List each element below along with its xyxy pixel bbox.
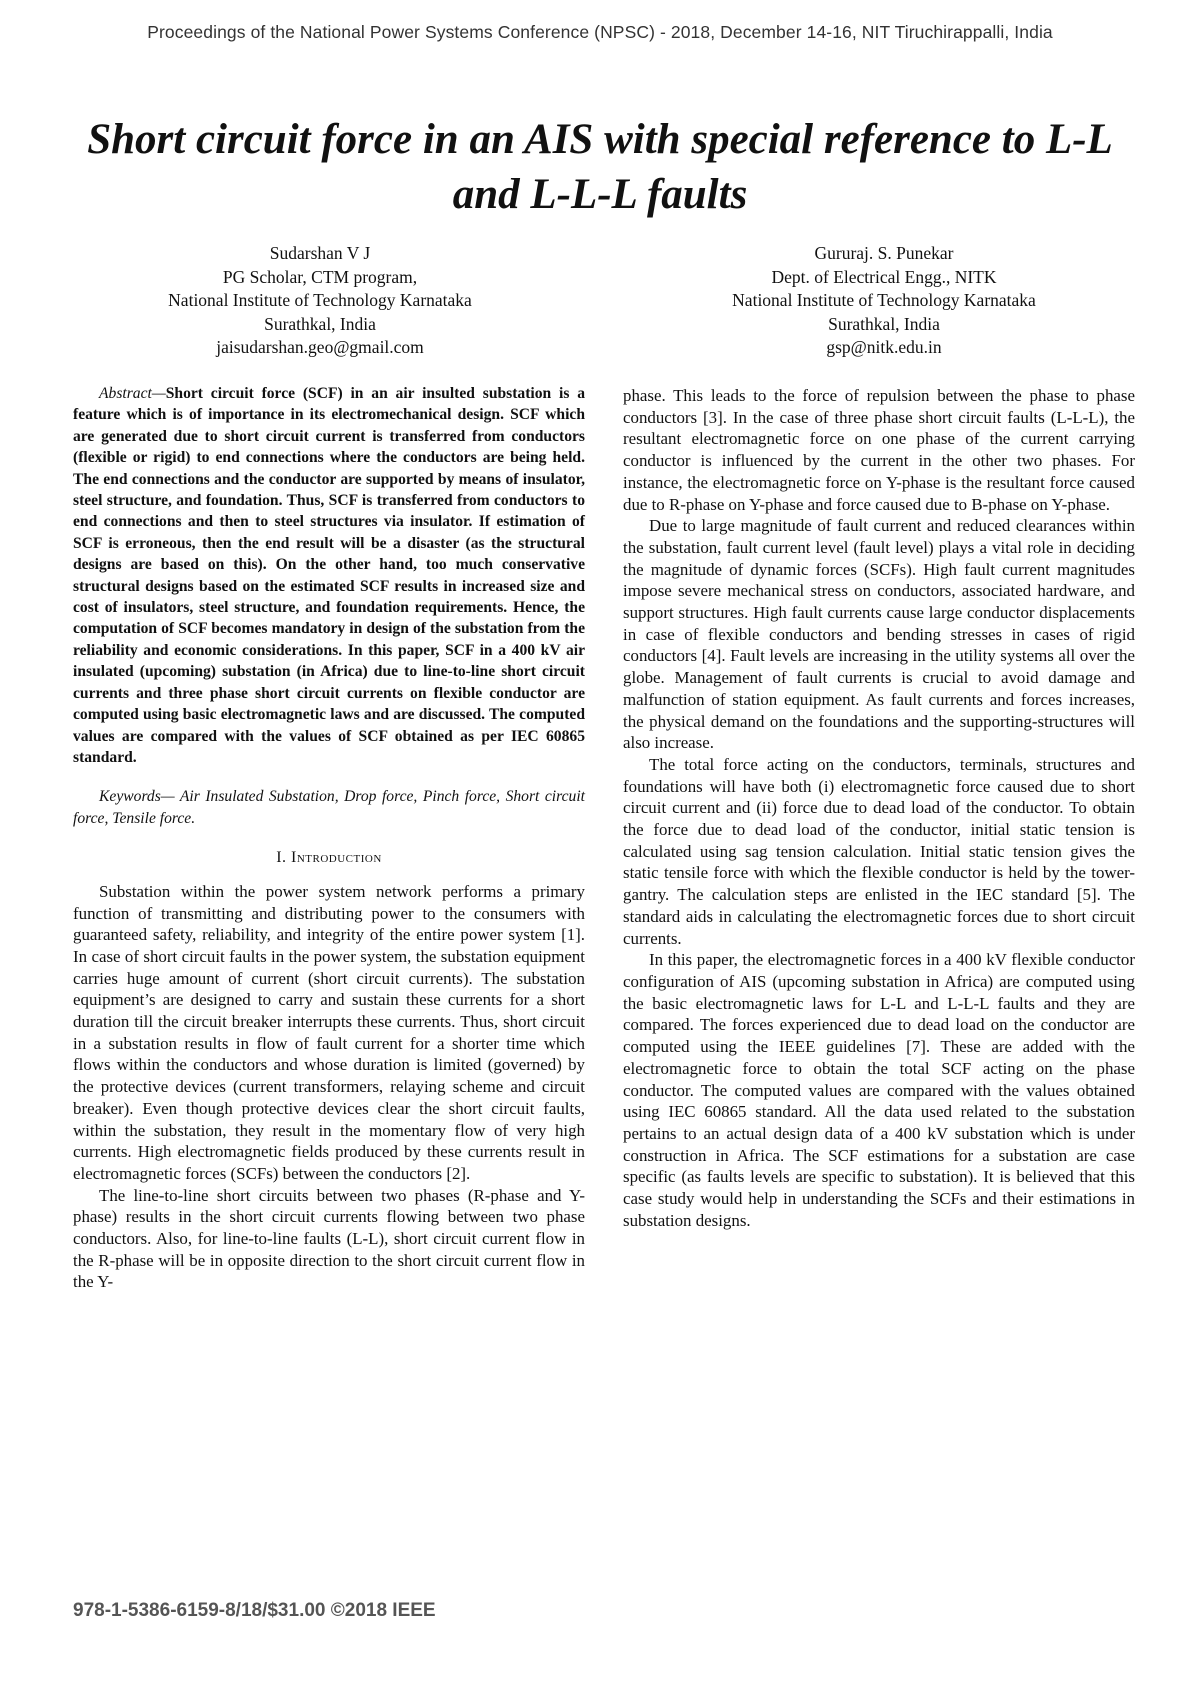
abstract-label: Abstract— bbox=[99, 385, 166, 402]
author-role: Dept. of Electrical Engg., NITK bbox=[771, 266, 997, 287]
body-paragraph: The total force acting on the conductors, terminals, structures and foundations will have both (i) electromagnetic force caused due to short circuit current and (ii) force due to dead load of the conductor. To obtain the force due to dead load of the conductor, initial static tension is calculated using sag tension calculation. Initial static tension gives the static tensile force with which the flexible conductor is held by the tower-gantry. The calculation steps are enlisted in the IEC standard [5]. The standard aids in calculating the electromagnetic forces due to short circuit currents. bbox=[623, 754, 1135, 948]
copyright-footer: 978-1-5386-6159-8/18/$31.00 ©2018 IEEE bbox=[73, 1600, 436, 1621]
author-block-2 bbox=[664, 242, 1104, 360]
body-paragraph: Substation within the power system network performs a primary function of transmitting and distributing power to the consumers with guaranteed safety, reliability, and integrity of the entire power system [1]. In case of short circuit faults in the power system, the substation equipment carries huge amount of current (short circuit currents). The substation equipment’s are designed to carry and sustain these currents for a short duration till the circuit breaker interrupts these currents. Thus, short circuit in a substation results in flow of fault current for a shorter time which flows within the conductors and whose duration is limited (governed) by the protective devices (current transformers, relaying scheme and circuit breaker). Even though protective devices clear the short circuit faults, within the substation, they result in the momentary flow of very high currents. High electromagnetic fields produced by these currents result in electromagnetic forces (SCFs) between the conductors [2]. bbox=[73, 881, 585, 1183]
right-column bbox=[623, 385, 1135, 1231]
author-institution: National Institute of Technology Karnataka bbox=[732, 290, 1036, 311]
body-paragraph: Due to large magnitude of fault current and reduced clearances within the substation, fault current level (fault level) plays a vital role in deciding the magnitude of dynamic forces (SCFs). High fault current magnitudes impose severe mechanical stress on conductors, associated hardware, and support structures. High fault currents cause large conductor displacements in case of flexible conductors and bending stresses in cases of rigid conductors [4]. Fault levels are increasing in the utility systems all over the globe. Management of fault currents is crucial to avoid damage and malfunction of station equipment. As fault currents and forces increases, the physical demand on the foundations and the supporting-structures will also increase. bbox=[623, 516, 1135, 753]
author-block-1 bbox=[100, 242, 540, 360]
running-header: Proceedings of the National Power Systems Conference (NPSC) - 2018, December 14-16, NIT Tiruchirappalli, India bbox=[147, 22, 1053, 42]
keywords-text: Air Insulated Substation, Drop force, Pinch force, Short circuit force, Tensile force. bbox=[73, 788, 586, 827]
author-location: Surathkal, India bbox=[828, 313, 940, 334]
author-name: Sudarshan V J bbox=[269, 243, 371, 263]
body-paragraph: phase. This leads to the force of repulsion between the phase to phase conductors [3]. In the case of three phase short circuit faults (L-L-L), the resultant electromagnetic force on one phase of the current carrying conductor is influenced by the current in the other two phases. For instance, the electromagnetic force on Y-phase is the resultant force caused due to R-phase on Y-phase and force caused due to B-phase on Y-phase. bbox=[623, 386, 1135, 514]
author-location: Surathkal, India bbox=[264, 313, 376, 334]
author-name: Gururaj. S. Punekar bbox=[814, 243, 954, 263]
author-institution: National Institute of Technology Karnataka bbox=[168, 290, 472, 311]
keywords-label: Keywords— bbox=[99, 788, 175, 806]
body-paragraph: In this paper, the electromagnetic forces in a 400 kV flexible conductor configuration of AIS (upcoming substation in Africa) are computed using the basic electromagnetic laws for L-L and L-L-L faults and they are compared. The forces experienced due to dead load on the conductor are computed using the IEEE guidelines [7]. These are added with the electromagnetic force to obtain the total SCF acting on the phase conductor. The computed values are compared with the values obtained using IEC 60865 standard. All the data used related to the substation pertains to an actual design data of a 400 kV substation which is under construction in Africa. The SCF estimations for a substation are case specific (as faults levels are specific to substation). It is believed that this case study would help in understanding the SCFs and their estimations in substation designs. bbox=[623, 950, 1135, 1230]
body-paragraph: The line-to-line short circuits between two phases (R-phase and Y-phase) results in the short circuit currents flowing between two phase conductors. Also, for line-to-line faults (L-L), short circuit current flow in the R-phase will be in opposite direction to the short circuit current flow in the Y- bbox=[73, 1185, 585, 1292]
author-email: gsp@nitk.edu.in bbox=[826, 337, 942, 358]
left-column bbox=[73, 383, 585, 1293]
author-email: jaisudarshan.geo@gmail.com bbox=[216, 337, 424, 358]
paper-title: Short circuit force in an AIS with special reference to L-L and L-L-L faults bbox=[87, 116, 1113, 218]
section-heading-introduction: I. Introduction bbox=[276, 849, 382, 867]
abstract-text: Short circuit force (SCF) in an air insulted substation is a feature which is of importance in its electromechanical design. SCF which are generated due to short circuit current is transferred from conductors (flexible or rigid) to end connections where the conductors are being held. The end connections and the conductor are supported by means of insulator, steel structure, and foundation. Thus, SCF is transferred from conductors to end connections and then to steel structures via insulator. If estimation of SCF is erroneous, then the end result will be a disaster (as the structural designs are based on this). On the other hand, too much conservative structural designs based on the estimated SCF results in increased size and cost of insulators, steel structure, and foundation requirements. Hence, the computation of SCF becomes mandatory in design of the substation from the reliability and economic considerations. In this paper, SCF in a 400 kV air insulated (upcoming) substation (in Africa) due to line-to-line short circuit currents and three phase short circuit currents on flexible conductor are computed using basic electromagnetic laws and are discussed. The computed values are compared with the values of SCF obtained as per IEC 60865 standard. bbox=[73, 385, 585, 766]
author-role: PG Scholar, CTM program, bbox=[222, 266, 418, 287]
abstract bbox=[73, 383, 585, 768]
keywords bbox=[73, 786, 585, 829]
